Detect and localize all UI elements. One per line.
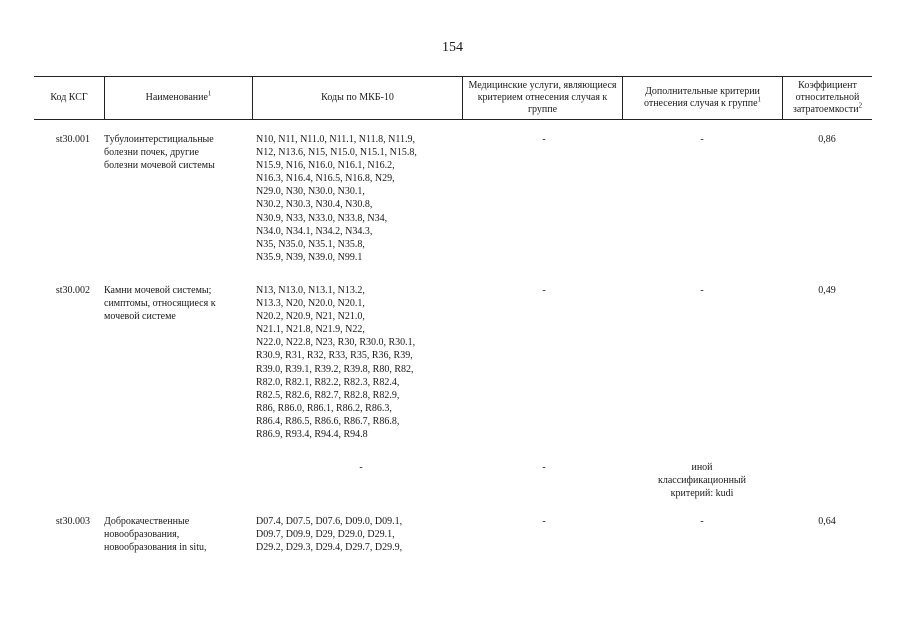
table-row [34,133,872,273]
page-number: 154 [442,40,463,55]
header-icd-codes-label: Коды по МКБ-10 [321,92,394,103]
row-icd-codes: - [359,462,363,473]
row-name: Тубулоинтерстициальные болезни почек, другие болезни мочевой системы [104,134,215,172]
table-header [34,77,872,120]
header-name-label: Наименование [145,92,208,103]
header-additional-criteria-footnote: 1 [757,95,762,104]
row-coefficient: 0,64 [818,516,836,527]
header-code-ksg-label: Код КСГ [50,92,88,103]
header-medical-services-label: Медицинские услуги, являющиеся критерием отнесения случая к группе [468,80,617,115]
row-additional-criteria: - [700,285,704,296]
row-code: st30.001 [55,134,90,145]
row-coefficient: 0,49 [818,285,836,296]
row-icd-codes: D07.4, D07.5, D07.6, D09.0, D09.1, D09.7, D09.9, D29, D29.0, D29.1, D29.2, D29.3, D29.4, D29.7, D29.9, [256,516,403,554]
row-name: Камни мочевой системы; симптомы, относящиеся к мочевой системе [104,285,216,323]
row-icd-codes: N10, N11, N11.0, N11.1, N11.8, N11.9, N12, N13.6, N15, N15.0, N15.1, N15.8, N15.9, N16, N16.0, N16.1, N16.2, N16.3, N16.4, N16.5, N16.8, N29, N29.0, N30, N30.0, N30.1, N30.2, N30.3, N30.4, N30.8, N30.9, N33, N33.0, N33.8, N34, N34.0, N34.1, N34.2, N34.3, N35, N35.0, N35.1, N35.8, N35.9, N39, N39.0, N99.1 [256,134,417,263]
table-row [34,515,872,560]
table-row [34,461,872,506]
row-code: st30.003 [55,516,90,527]
ksg-table [34,76,872,554]
table-row [34,284,872,459]
header-name [104,77,252,119]
row-additional-criteria: - [700,516,704,527]
row-medical-services: - [542,516,546,527]
row-medical-services: - [542,134,546,145]
row-name: Доброкачественные новообразования, новообразования in situ, [104,516,207,554]
header-icd-codes [252,77,462,119]
row-medical-services: - [542,462,546,473]
row-medical-services: - [542,285,546,296]
header-coefficient [782,77,872,119]
row-icd-codes: N13, N13.0, N13.1, N13.2, N13.3, N20, N20.0, N20.1, N20.2, N20.9, N21, N21.0, N21.1, N21.8, N21.9, N22, N22.0, N22.8, N23, R30, R30.0, R30.1, R30.9, R31, R32, R33, R35, R36, R39, R39.0, R39.1, R39.2, R39.8, R80, R82, R82.0, R82.1, R82.2, R82.3, R82.4, R82.5, R82.6, R82.7, R82.8, R82.9, R86, R86.0, R86.1, R86.2, R86.3, R86.4, R86.5, R86.6, R86.7, R86.8, R86.9, R93.4, R94.4, R94.8 [256,285,416,441]
row-additional-criteria: - [700,134,704,145]
header-coefficient-label: Коэффициент относительной затратоемкости [792,80,860,115]
header-additional-criteria-label: Дополнительные критерии отнесения случая к группе [643,86,760,109]
header-coefficient-footnote: 2 [858,101,863,110]
header-medical-services [462,77,622,119]
header-name-footnote: 1 [207,89,212,98]
row-code: st30.002 [55,285,90,296]
header-code-ksg [34,77,104,119]
header-additional-criteria [622,77,782,119]
row-coefficient: 0,86 [818,134,836,145]
row-additional-criteria: иной классификационный критерий: kudi [658,462,746,500]
